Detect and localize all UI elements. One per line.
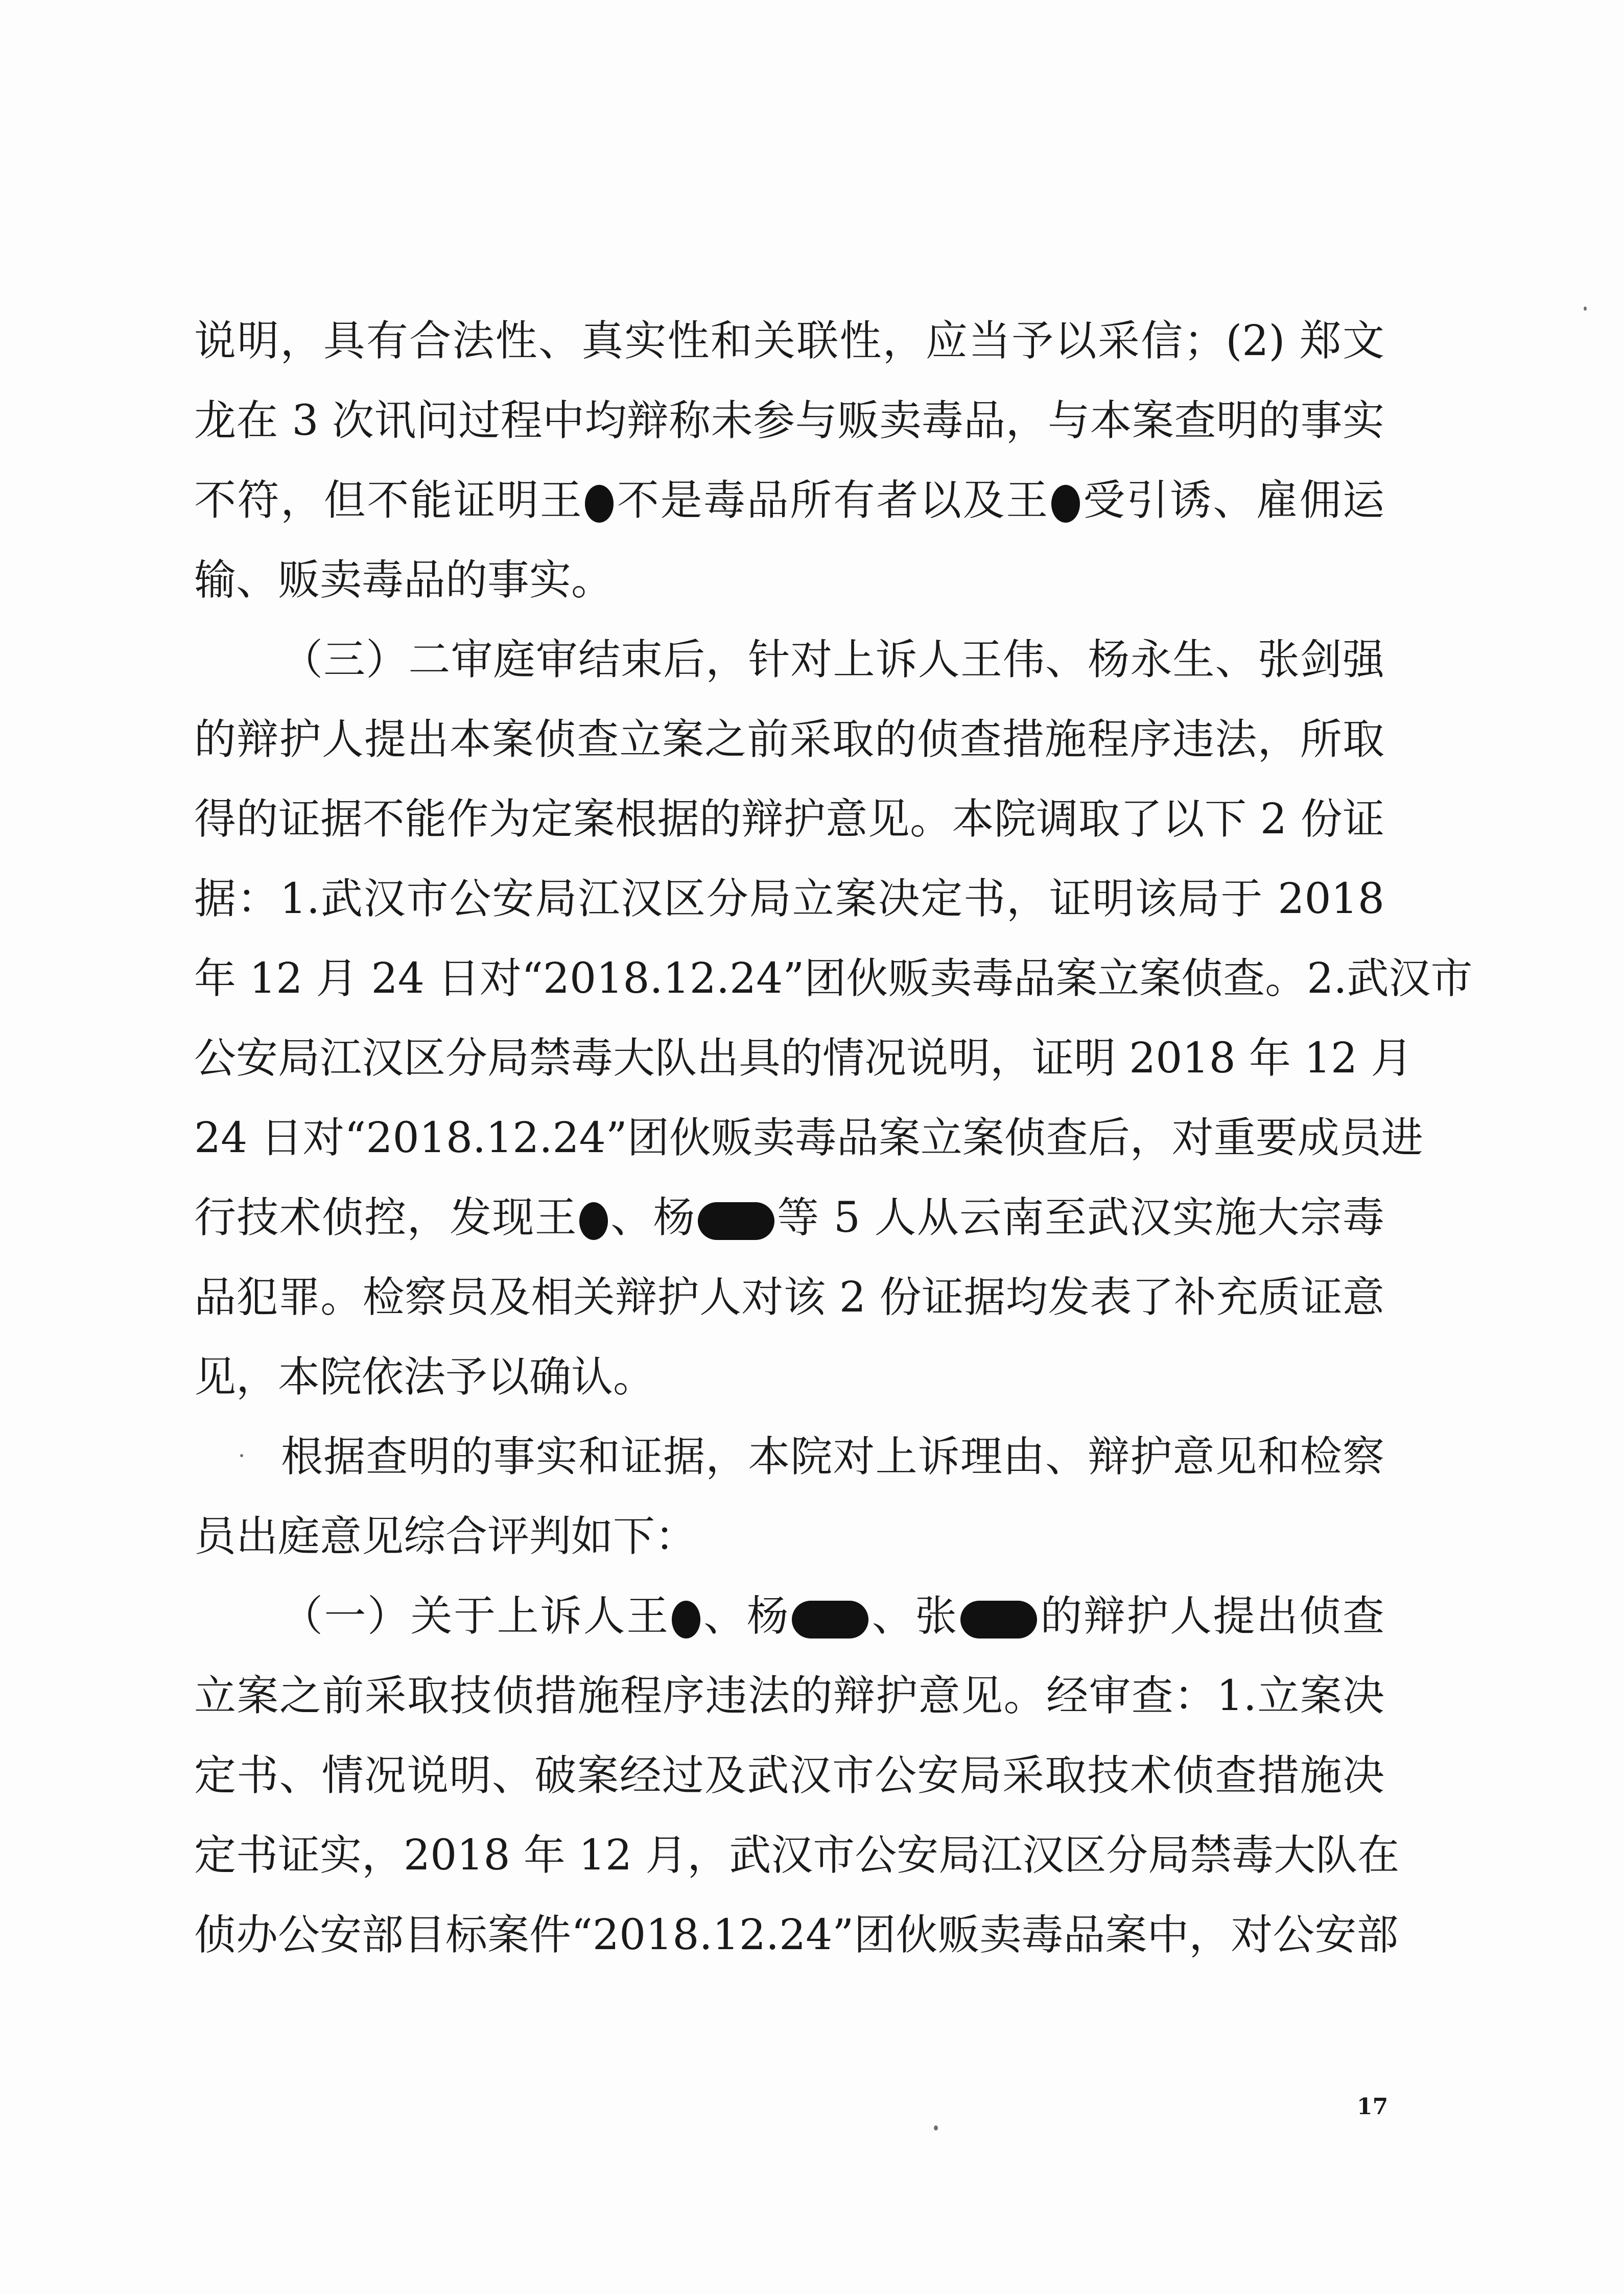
text-line xyxy=(194,1178,1384,1258)
text-run: 输、贩卖毒品的事实。 xyxy=(194,556,614,604)
text-line xyxy=(194,1816,1400,1895)
text-run: 行技术侦控，发现王 xyxy=(194,1193,577,1242)
text-line xyxy=(194,859,1384,939)
text-run: 等 5 人从云南至武汉实施大宗毒 xyxy=(776,1193,1384,1242)
text-run: 侦办公安部目标案件“2018.12.24”团伙贩卖毒品案中，对公安部 xyxy=(194,1911,1399,1959)
redaction-mark xyxy=(960,1601,1037,1638)
text-line xyxy=(194,1656,1384,1736)
text-line xyxy=(194,301,1384,381)
text-run: 不符，但不能证明王 xyxy=(194,476,583,525)
text-line xyxy=(194,541,613,620)
text-line xyxy=(194,1098,1423,1178)
text-run: 不是毒品所有者以及王 xyxy=(616,476,1049,525)
text-line xyxy=(194,1258,1384,1338)
text-run: 、张 xyxy=(870,1592,958,1641)
redaction-mark xyxy=(1051,485,1080,523)
text-run: 、杨 xyxy=(609,1193,696,1242)
paragraph-start-line xyxy=(281,1417,1384,1497)
text-run: （三）二审庭审结束后，针对上诉人王伟、杨永生、张剑强 xyxy=(281,636,1384,684)
text-run: 立案之前采取技侦措施程序违法的辩护意见。经审查：1.立案决 xyxy=(194,1672,1384,1720)
text-run: 24 日对“2018.12.24”团伙贩卖毒品案立案侦查后，对重要成员进 xyxy=(194,1114,1423,1162)
text-line xyxy=(194,1338,655,1417)
text-run: 定书证实，2018 年 12 月，武汉市公安局江汉区分局禁毒大队在 xyxy=(194,1831,1400,1880)
scan-speck xyxy=(240,1454,243,1457)
text-line xyxy=(194,461,1384,541)
text-line xyxy=(194,1736,1384,1816)
text-run: 龙在 3 次讯问过程中均辩称未参与贩卖毒品，与本案查明的事实 xyxy=(194,396,1384,445)
text-run: 、杨 xyxy=(702,1592,790,1641)
text-run: 得的证据不能作为定案根据的辩护意见。本院调取了以下 2 份证 xyxy=(194,795,1384,844)
redaction-mark xyxy=(698,1202,774,1240)
text-run: （一）关于上诉人王 xyxy=(281,1592,670,1641)
text-run: 见，本院依法予以确认。 xyxy=(194,1353,655,1401)
text-run: 公安局江汉区分局禁毒大队出具的情况说明，证明 2018 年 12 月 xyxy=(194,1034,1413,1083)
page-number: 17 xyxy=(1357,2094,1388,2120)
text-run: 的辩护人提出侦查 xyxy=(1039,1592,1384,1641)
redaction-mark xyxy=(792,1601,868,1638)
redaction-mark xyxy=(585,485,614,523)
text-line xyxy=(194,780,1384,859)
text-line xyxy=(194,939,1473,1019)
text-line xyxy=(194,1497,697,1577)
text-run: 年 12 月 24 日对“2018.12.24”团伙贩卖毒品案立案侦查。2.武汉市 xyxy=(194,954,1473,1003)
text-run: 品犯罪。检察员及相关辩护人对该 2 份证据均发表了补充质证意 xyxy=(194,1273,1384,1322)
scan-speck xyxy=(934,2125,938,2131)
redaction-mark xyxy=(672,1601,700,1638)
scan-speck xyxy=(1584,307,1587,311)
text-line xyxy=(194,381,1384,461)
text-run: 受引诱、雇佣运 xyxy=(1081,476,1384,525)
text-run: 据：1.武汉市公安局江汉区分局立案决定书，证明该局于 2018 xyxy=(194,875,1384,923)
text-line xyxy=(194,1895,1399,1975)
text-run: 的辩护人提出本案侦查立案之前采取的侦查措施程序违法，所取 xyxy=(194,715,1384,764)
text-run: 员出庭意见综合评判如下： xyxy=(194,1512,697,1561)
paragraph-start-line xyxy=(281,1577,1384,1656)
text-line xyxy=(194,700,1384,780)
text-run: 定书、情况说明、破案经过及武汉市公安局采取技术侦查措施决 xyxy=(194,1751,1384,1800)
text-run: 说明，具有合法性、真实性和关联性，应当予以采信；(2) 郑文 xyxy=(194,317,1384,365)
redaction-mark xyxy=(579,1202,608,1240)
text-run: 根据查明的事实和证据，本院对上诉理由、辩护意见和检察 xyxy=(281,1433,1384,1481)
text-line xyxy=(194,1019,1413,1098)
paragraph-start-line xyxy=(281,620,1384,700)
